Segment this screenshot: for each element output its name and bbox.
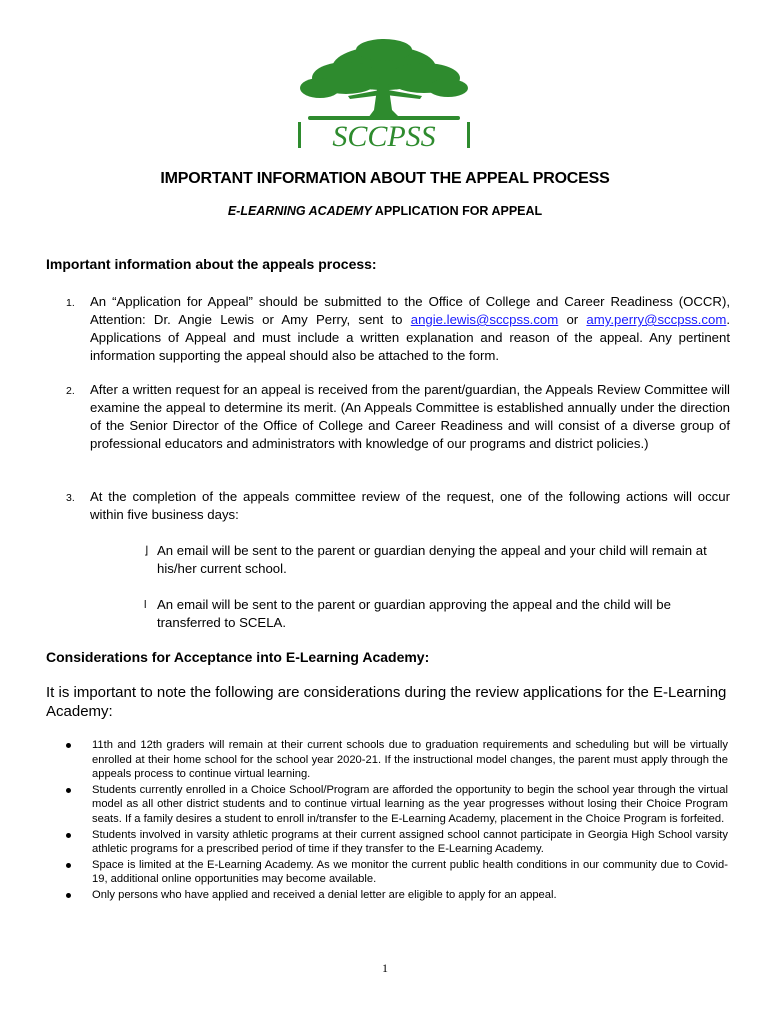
list-number: 2. xyxy=(66,385,75,397)
option-text: An email will be sent to the parent or guardian approving the appeal and the child will be transferred to SCELA. xyxy=(157,597,671,630)
bullet-dot-icon xyxy=(66,863,71,868)
page-title: IMPORTANT INFORMATION ABOUT THE APPEAL PROCESS xyxy=(160,170,610,187)
bullet-item: Only persons who have applied and received a denial letter are eligible to apply for an appeal. xyxy=(46,888,728,903)
section1-heading: Important information about the appeals process: xyxy=(46,256,377,272)
checkbox-glyph-icon: l xyxy=(144,599,147,611)
outcome-option xyxy=(144,596,730,632)
page-subtitle xyxy=(0,204,770,218)
list-number: 1. xyxy=(66,297,75,309)
considerations-list xyxy=(46,738,728,904)
outcome-option xyxy=(144,542,730,578)
subtitle-italic: E-LEARNING ACADEMY xyxy=(227,204,372,218)
bullet-dot-icon xyxy=(66,743,71,748)
email-link-angie[interactable]: angie.lewis@sccpss.com xyxy=(410,312,559,327)
bullet-item: Students involved in varsity athletic programs at their current assigned school cannot participate in Georgia High School varsity athletic programs for a prescribed period of time if they transfer to the E-Learning Academy. xyxy=(46,828,728,857)
bullet-item: Space is limited at the E-Learning Academy. As we monitor the current public health conditions in our community due to Covid-19, additional online opportunities may become available. xyxy=(46,858,728,887)
option-text: An email will be sent to the parent or guardian denying the appeal and your child will remain at his/her current school. xyxy=(157,543,707,576)
list-text: After a written request for an appeal is received from the parent/guardian, the Appeals Review Committee will examine the appeal to determine its merit. (An Appeals Committee is established annually under the direction of the Senior Director of the Office of College and Career Readiness and will consist of a diverse group of professional educators and administrators with knowledge of our programs and district policies.) xyxy=(90,382,730,451)
page-number: 1 xyxy=(382,961,388,975)
bullet-dot-icon xyxy=(66,833,71,838)
checkbox-glyph-icon: ⌋ xyxy=(144,545,149,557)
bullet-item: Students currently enrolled in a Choice School/Program are afforded the opportunity to begin the school year through the virtual model as all other district students and to continue virtual learning as the year progresses without losing their Choice Program seats. If a family desires a student to enroll in/transfer to the E-Learning Academy, placement in the Choice Program is forfeited. xyxy=(46,783,728,827)
list-text: At the completion of the appeals committee review of the request, one of the following actions will occur within five business days: xyxy=(90,489,730,522)
bullet-dot-icon xyxy=(66,893,71,898)
list-item xyxy=(46,381,730,453)
list-number: 3. xyxy=(66,492,75,504)
section2-intro: It is important to note the following are considerations during the review applications for the E-Learning Academy: xyxy=(46,684,727,720)
list-item xyxy=(46,488,730,524)
email-link-amy[interactable]: amy.perry@sccpss.com xyxy=(586,312,727,327)
subtitle-rest: APPLICATION FOR APPEAL xyxy=(371,204,543,218)
logo-text: SCCPSS xyxy=(332,120,436,150)
bullet-item: 11th and 12th graders will remain at their current schools due to graduation requirements and scheduling but will be virtually enrolled at their home school for the school year 2020-21. If the instructional model changes, the parent must apply through the appeals process to continue virtual learning. xyxy=(46,738,728,782)
sccpss-logo xyxy=(298,38,470,150)
section2-heading: Considerations for Acceptance into E-Learning Academy: xyxy=(46,649,430,665)
list-item: 1. An “Application for Appeal” should be submitted to the Office of College and Career Readiness (OCCR), Attention: Dr. Angie Lewis or Amy Perry, sent to angie.lewis@sccpss.com or amy.perry@sccpss.com. Applications of Appeal and must include a written explanation and reason of the appeal. Any pertinent information supporting the appeal should also be attached to the form. xyxy=(66,294,731,363)
bullet-dot-icon xyxy=(66,788,71,793)
